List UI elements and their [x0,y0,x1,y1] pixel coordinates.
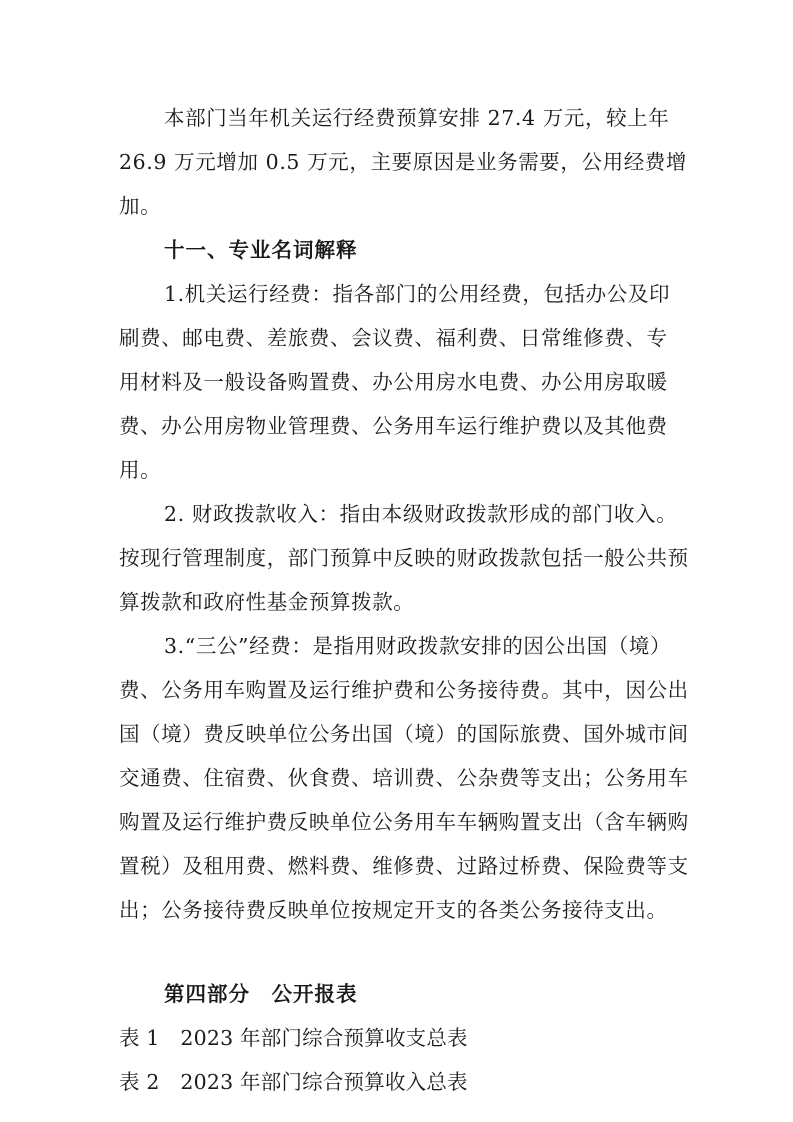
term-1-line: 刷费、邮电费、差旅费、会议费、福利费、日常维修费、专 [119,326,668,350]
table-list-item: 表 1 2023 年部门综合预算收支总表 [119,1026,468,1050]
term-3-line: 购置及运行维护费反映单位公务用车车辆购置支出（含车辆购 [119,810,689,834]
term-1-line: 用材料及一般设备购置费、办公用房水电费、办公用房取暖 [119,370,668,394]
budget-paragraph-line: 26.9 万元增加 0.5 万元，主要原因是业务需要，公用经费增 [119,150,687,174]
term-2-line: 算拨款和政府性基金预算拨款。 [119,590,415,614]
term-3-line: 国（境）费反映单位公务出国（境）的国际旅费、国外城市间 [119,722,689,746]
term-1-line: 1.机关运行经费：指各部门的公用经费，包括办公及印 [164,282,671,306]
table-list-item: 表 2 2023 年部门综合预算收入总表 [119,1070,468,1094]
section-heading: 十一、专业名词解释 [164,238,358,262]
budget-paragraph-line: 本部门当年机关运行经费预算安排 27.4 万元，较上年 [164,106,670,130]
term-3-line: 费、公务用车购置及运行维护费和公务接待费。其中，因公出 [119,678,689,702]
term-2-line: 2. 财政拨款收入：指由本级财政拨款形成的部门收入。 [164,502,678,526]
term-3-line: 出；公务接待费反映单位按规定开支的各类公务接待支出。 [119,898,668,922]
term-1-line: 用。 [119,458,162,482]
term-3-line: 置税）及租用费、燃料费、维修费、过路过桥费、保险费等支 [119,854,689,878]
term-3-line: 3.“三公”经费：是指用财政拨款安排的因公出国（境） [164,634,672,658]
term-3-line: 交通费、住宿费、伙食费、培训费、公杂费等支出；公务用车 [119,766,689,790]
term-2-line: 按现行管理制度，部门预算中反映的财政拨款包括一般公共预 [119,546,689,570]
budget-paragraph-line: 加。 [119,194,162,218]
term-1-line: 费、办公用房物业管理费、公务用车运行维护费以及其他费 [119,414,668,438]
part-heading: 第四部分 公开报表 [164,982,358,1006]
